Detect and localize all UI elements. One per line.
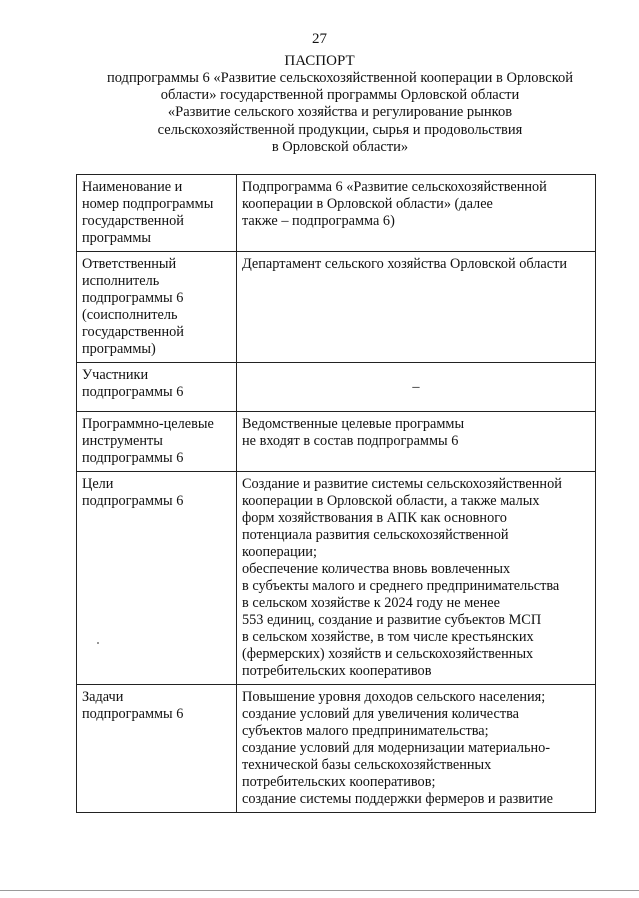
label-line: подпрограммы 6	[82, 450, 184, 466]
value-line: (фермерских) хозяйств и сельскохозяйственных	[242, 646, 534, 662]
value-line: Повышение уровня доходов сельского населения;	[242, 689, 546, 705]
subtitle-line: в Орловской области»	[271, 138, 409, 155]
value-line: кооперации в Орловской области, а также малых	[242, 493, 540, 509]
value-line: Подпрограмма 6 «Развитие сельскохозяйственной	[242, 179, 547, 195]
value-line: создание системы поддержки фермеров и развитие	[242, 791, 553, 807]
value-line: в сельском хозяйстве, в том числе крестьянских	[242, 629, 534, 645]
value-line: создание условий для модернизации материально-	[242, 740, 551, 756]
label-line: Задачи	[82, 689, 124, 705]
table-row	[77, 363, 596, 412]
document-subtitle	[40, 70, 639, 156]
label-line: исполнитель	[82, 273, 160, 289]
value-line: технической базы сельскохозяйственных	[242, 757, 492, 773]
row-label-instruments	[77, 412, 237, 472]
label-line: подпрограммы 6	[82, 706, 184, 722]
subtitle-line: области» государственной программы Орловской области	[160, 87, 520, 104]
table-row	[77, 175, 596, 252]
row-value-executor	[237, 252, 596, 363]
label-line: Цели	[82, 476, 114, 492]
value-line: Ведомственные целевые программы	[242, 416, 465, 432]
label-line: Наименование и	[82, 179, 183, 195]
value-line: потребительских кооперативов;	[242, 774, 436, 790]
row-value-name	[237, 175, 596, 252]
label-line: программы	[82, 230, 152, 246]
row-value-participants	[237, 363, 596, 412]
table-row	[77, 252, 596, 363]
label-line: Программно-целевые	[82, 416, 214, 432]
table-row	[77, 685, 596, 813]
label-line: инструменты	[82, 433, 163, 449]
value-line: в сельском хозяйстве к 2024 году не менее	[242, 595, 500, 611]
label-line: подпрограммы 6	[82, 290, 184, 306]
label-line: подпрограммы 6	[82, 384, 184, 400]
value-line: кооперации;	[242, 544, 317, 560]
value-line: субъектов малого предпринимательства;	[242, 723, 489, 739]
value-line: обеспечение количества вновь вовлеченных	[242, 561, 511, 577]
page-bottom-edge	[0, 890, 639, 891]
row-value-goals	[237, 472, 596, 685]
value-line: потенциала развития сельскохозяйственной	[242, 527, 509, 543]
row-value-instruments	[237, 412, 596, 472]
passport-table	[76, 174, 596, 813]
value-line: создание условий для увеличения количества	[242, 706, 519, 722]
value-line: –	[412, 378, 420, 395]
table-row	[77, 472, 596, 685]
value-line: 553 единиц, создание и развитие субъектов МСП	[242, 612, 542, 628]
page-number: 27	[312, 31, 327, 47]
subtitle-line: подпрограммы 6 «Развитие сельскохозяйственной кооперации в Орловской	[106, 70, 574, 86]
value-line: также – подпрограмма 6)	[242, 213, 395, 229]
label-line: программы)	[82, 341, 156, 357]
subtitle-line: сельскохозяйственной продукции, сырья и продовольствия	[157, 121, 523, 138]
label-line: (соисполнитель	[82, 307, 178, 323]
label-line: государственной	[82, 213, 184, 229]
row-label-executor	[77, 252, 237, 363]
value-line: кооперации в Орловской области» (далее	[242, 196, 493, 212]
label-line: Ответственный	[82, 256, 177, 272]
value-line: форм хозяйствования в АПК как основного	[242, 510, 507, 526]
row-label-participants	[77, 363, 237, 412]
document-title: ПАСПОРТ	[284, 53, 355, 69]
subtitle-line: «Развитие сельского хозяйства и регулирование рынков	[167, 104, 513, 121]
row-label-tasks	[77, 685, 237, 813]
value-line: не входят в состав подпрограммы 6	[242, 433, 459, 449]
value-line: в субъекты малого и среднего предпринимательства	[242, 578, 560, 594]
row-label-goals	[77, 472, 237, 685]
label-line: номер подпрограммы	[82, 196, 214, 212]
row-value-tasks	[237, 685, 596, 813]
value-line: Департамент сельского хозяйства Орловской области	[242, 256, 567, 272]
value-line: потребительских кооперативов	[242, 663, 432, 679]
label-line: государственной	[82, 324, 184, 340]
label-line: подпрограммы 6	[82, 493, 184, 509]
scan-speck	[97, 642, 99, 644]
table-row	[77, 412, 596, 472]
row-label-name	[77, 175, 237, 252]
value-line: Создание и развитие системы сельскохозяйственной	[242, 476, 562, 492]
label-line: Участники	[82, 367, 149, 383]
